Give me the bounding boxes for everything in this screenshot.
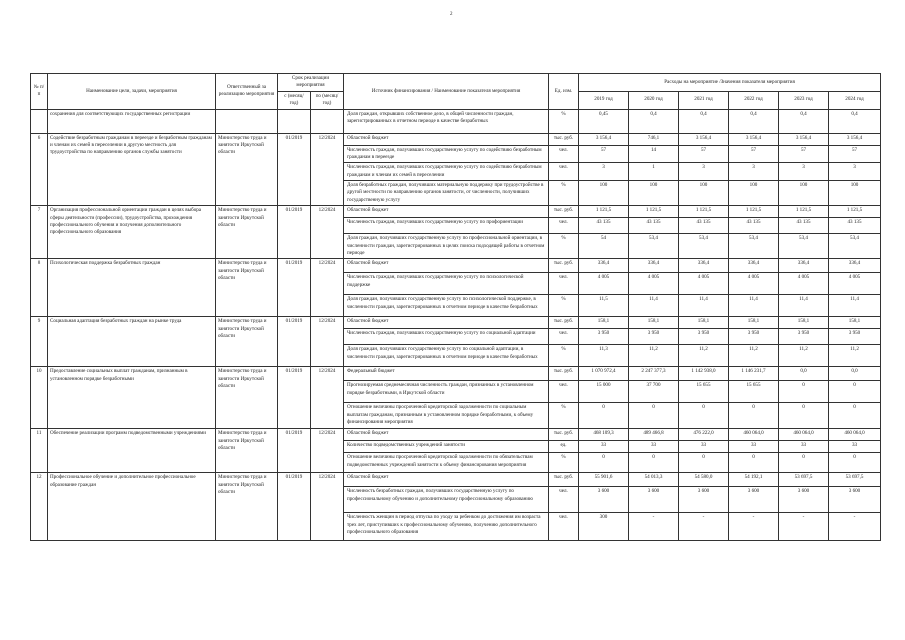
activity-responsible: Министерство труда и занятости Иркутской области (216, 133, 278, 206)
indicator-unit: тыс. руб. (549, 133, 579, 145)
indicator-value: 100 (579, 181, 629, 206)
indicator-value: 0 (729, 453, 779, 473)
header-responsible: Ответственный за реализацию мероприятия (216, 74, 278, 110)
indicator-value: 0,4 (629, 109, 679, 133)
indicator-value: 1 146 231,7 (729, 367, 779, 381)
header-year: 2023 год (779, 91, 829, 109)
indicator-description: Федеральный бюджет (344, 367, 549, 381)
indicator-description: Доля граждан, открывших собственное дело, в общей численности граждан, зарегистрированных в отчетном периоде в качестве безработных (344, 109, 549, 133)
indicator-value: 336,4 (829, 259, 881, 273)
activity-to: 12/2024 (311, 429, 344, 473)
activity-responsible: Министерство труда и занятости Иркутской области (216, 317, 278, 367)
indicator-value: 33 (679, 441, 729, 453)
activity-responsible: Министерство труда и занятости Иркутской области (216, 473, 278, 541)
indicator-value: 11,2 (779, 345, 829, 367)
indicator-value: 460 064,0 (779, 429, 829, 441)
indicator-description: Количество подведомственных учреждений занятости (344, 441, 549, 453)
header-unit: Ед. изм. (549, 74, 579, 110)
indicator-value: 57 (679, 145, 729, 163)
indicator-value: 336,4 (729, 259, 779, 273)
indicator-value: - (629, 513, 679, 541)
indicator-value: 37 700 (629, 381, 679, 403)
indicator-value: 0 (779, 381, 829, 403)
indicator-value: 3 600 (729, 487, 779, 513)
indicator-value: 100 (629, 181, 679, 206)
table-row (31, 367, 881, 381)
indicator-value: 1 070 972,4 (579, 367, 629, 381)
indicator-unit: тыс. руб. (549, 429, 579, 441)
indicator-value: 3 (679, 163, 729, 181)
indicator-value: 158,1 (829, 317, 881, 329)
indicator-unit: тыс. руб. (549, 259, 579, 273)
indicator-value: - (779, 513, 829, 541)
indicator-unit: чел. (549, 163, 579, 181)
indicator-value: 158,1 (679, 317, 729, 329)
indicator-value: 43 135 (679, 218, 729, 234)
indicator-value: 3 156,4 (729, 133, 779, 145)
indicator-value: 57 (779, 145, 829, 163)
activity-name: Организация профессиональной ориентации граждан в целях выбора сферы деятельности (профессии), трудоустройства, прохождения профессионального обучения и получения дополнительного профессионального образования (48, 206, 216, 259)
indicator-value: 53,4 (629, 234, 679, 259)
indicator-value: 11,3 (579, 345, 629, 367)
indicator-unit: % (549, 403, 579, 429)
indicator-value: 15 000 (579, 381, 629, 403)
activity-name: Психологическая поддержка безработных граждан (48, 259, 216, 317)
indicator-value: 460 064,0 (829, 429, 881, 441)
indicator-description: Доля безработных граждан, получивших материальную поддержку при трудоустройстве в другой местности по направлению органов занятости, от численности, получивших государственную услугу (344, 181, 549, 206)
activity-from: 01/2019 (278, 429, 311, 473)
table-row (31, 133, 881, 145)
indicator-value: 11,5 (579, 295, 629, 317)
indicator-value: 336,4 (629, 259, 679, 273)
activity-number: 9 (31, 317, 48, 367)
indicator-description: Численность женщин в период отпуска по уходу за ребенком до достижения им возраста трех лет, приступивших к профессиональному обучению, получению дополнительного профессионального образования (344, 513, 549, 541)
indicator-description: Отношение величины просроченной кредиторской задолженности по социальным выплатам гражданам, признанным в установленном порядке безработными, к объему финансирования мероприятия (344, 403, 549, 429)
indicator-unit: % (549, 234, 579, 259)
indicator-unit: тыс. руб. (549, 367, 579, 381)
indicator-value: 4 005 (679, 273, 729, 295)
activity-name: Обеспечение реализации программ подведомственными учреждениями (48, 429, 216, 473)
indicator-value: 100 (729, 181, 779, 206)
activity-name: сохранения для соответствующих государственных регистрации (48, 109, 216, 133)
indicator-description: Доля граждан, получивших государственную услугу по психологической поддержке, в численности граждан, зарегистрированных в отчетном периоде в качестве безработных (344, 295, 549, 317)
activity-to: 12/2024 (311, 317, 344, 367)
indicator-value: 11,2 (729, 345, 779, 367)
activity-to: 12/2024 (311, 367, 344, 429)
header-name: Наименование цели, задачи, мероприятия (48, 74, 216, 110)
indicator-description: Численность граждан, получивших государственную услугу по социальной адаптации (344, 329, 549, 345)
indicator-value: 3 950 (779, 329, 829, 345)
indicator-unit: тыс. руб. (549, 317, 579, 329)
indicator-value: 0 (829, 453, 881, 473)
activity-from: 01/2019 (278, 259, 311, 317)
indicator-value: 0,45 (579, 109, 629, 133)
indicator-description: Областной бюджет (344, 317, 549, 329)
indicator-description: Численность граждан, получивших государственную услугу по содействию безработным гражданам в переезде (344, 145, 549, 163)
indicator-unit: тыс. руб. (549, 206, 579, 218)
indicator-value: 11,2 (829, 345, 881, 367)
activity-responsible: Министерство труда и занятости Иркутской области (216, 206, 278, 259)
table-row (31, 109, 881, 133)
indicator-unit: чел. (549, 273, 579, 295)
indicator-unit: % (549, 295, 579, 317)
indicator-value: 14 (629, 145, 679, 163)
header-num: № п/п (31, 74, 48, 110)
activity-number: 10 (31, 367, 48, 429)
indicator-unit: чел. (549, 487, 579, 513)
indicator-unit: чел. (549, 329, 579, 345)
indicator-value: 3 156,4 (829, 133, 881, 145)
indicator-value: 43 135 (829, 218, 881, 234)
indicator-unit: % (549, 345, 579, 367)
indicator-description: Доля граждан, получивших государственную услугу по профессиональной ориентации, в численности граждан, зарегистрированных в целях поиска подходящей работы в отчетном периоде (344, 234, 549, 259)
indicator-value: 0,0 (779, 367, 829, 381)
indicator-value: 0,4 (729, 109, 779, 133)
indicator-value: 489 466,8 (629, 429, 679, 441)
header-year: 2021 год (679, 91, 729, 109)
indicator-value: 4 005 (829, 273, 881, 295)
indicator-unit: ед. (549, 441, 579, 453)
indicator-value: 1 121,5 (779, 206, 829, 218)
indicator-value: 3 (579, 163, 629, 181)
activity-number: 12 (31, 473, 48, 541)
indicator-value: 0 (679, 403, 729, 429)
indicator-value: 0 (829, 403, 881, 429)
indicator-value: 33 (579, 441, 629, 453)
indicator-value: 0,4 (679, 109, 729, 133)
activity-to: 12/2024 (311, 133, 344, 206)
indicator-value: 1 121,5 (629, 206, 679, 218)
indicator-unit: % (549, 453, 579, 473)
indicator-value: 3 950 (629, 329, 679, 345)
header-term-from: с (месяц/ год) (278, 91, 311, 109)
indicator-value: 54 (579, 234, 629, 259)
indicator-value: 0 (779, 453, 829, 473)
indicator-value: 15 655 (729, 381, 779, 403)
table-row (31, 429, 881, 441)
indicator-value: 33 (829, 441, 881, 453)
indicator-description: Областной бюджет (344, 259, 549, 273)
indicator-value: 3 156,4 (579, 133, 629, 145)
header-year: 2022 год (729, 91, 779, 109)
indicator-value: 53,4 (729, 234, 779, 259)
indicator-value: 3 600 (779, 487, 829, 513)
indicator-value: 3 156,4 (679, 133, 729, 145)
header-year: 2024 год (829, 91, 881, 109)
indicator-value: 3 950 (679, 329, 729, 345)
indicator-value: 4 005 (729, 273, 779, 295)
indicator-value: - (729, 513, 779, 541)
indicator-value: 0 (629, 403, 679, 429)
activity-to: 12/2024 (311, 473, 344, 541)
indicator-unit: чел. (549, 145, 579, 163)
indicator-description: Областной бюджет (344, 133, 549, 145)
indicator-value: 468 109,3 (579, 429, 629, 441)
program-activities-table (30, 73, 881, 541)
activity-name: Содействие безработным гражданам в переезде и безработным гражданам и членам их семей в переселении в другую местность для трудоустройства по направлению органов службы занятости (48, 133, 216, 206)
indicator-value: 3 950 (829, 329, 881, 345)
indicator-value: 3 600 (679, 487, 729, 513)
activity-number: 8 (31, 259, 48, 317)
activity-responsible (216, 109, 278, 133)
indicator-value: 11,4 (629, 295, 679, 317)
table-body (31, 109, 881, 541)
indicator-value: 11,4 (679, 295, 729, 317)
indicator-value: 53 697,5 (779, 473, 829, 487)
indicator-value: 4 005 (779, 273, 829, 295)
indicator-value: 3 600 (579, 487, 629, 513)
indicator-value: 158,1 (729, 317, 779, 329)
activity-to: 12/2024 (311, 259, 344, 317)
table-row (31, 259, 881, 273)
indicator-value: 57 (729, 145, 779, 163)
indicator-unit: % (549, 109, 579, 133)
table-row (31, 317, 881, 329)
indicator-value: 11,4 (829, 295, 881, 317)
header-year: 2019 год (579, 91, 629, 109)
activity-number: 6 (31, 133, 48, 206)
indicator-value: 476 222,0 (679, 429, 729, 441)
indicator-value: 3 (829, 163, 881, 181)
header-term: Срок реализации мероприятия (278, 74, 344, 92)
indicator-value: 3 600 (629, 487, 679, 513)
indicator-value: 158,1 (579, 317, 629, 329)
indicator-value: 3 600 (829, 487, 881, 513)
indicator-value: 100 (679, 181, 729, 206)
indicator-value: 100 (829, 181, 881, 206)
indicator-unit: тыс. руб. (549, 473, 579, 487)
indicator-description: Доля граждан, получивших государственную услугу по социальной адаптации, в численности граждан, зарегистрированных в отчетном периоде в качестве безработных (344, 345, 549, 367)
indicator-value: 54 192,1 (729, 473, 779, 487)
indicator-value: 300 (579, 513, 629, 541)
table-row (31, 206, 881, 218)
indicator-description: Численность граждан, получивших государственную услугу по содействию безработным гражданам и членам их семей в переселении (344, 163, 549, 181)
indicator-value: 53,4 (679, 234, 729, 259)
indicator-value: 33 (779, 441, 829, 453)
indicator-value: 53,4 (829, 234, 881, 259)
activity-from (278, 109, 311, 133)
indicator-value: 0 (729, 403, 779, 429)
indicator-value: 3 156,4 (779, 133, 829, 145)
indicator-value: 0,4 (829, 109, 881, 133)
indicator-value: 43 135 (629, 218, 679, 234)
indicator-description: Отношение величины просроченной кредиторской задолженности по обязательствам подведомственных учреждений занятости к объему финансирования мероприятия (344, 453, 549, 473)
indicator-value: 0 (779, 403, 829, 429)
indicator-value: 0 (579, 453, 629, 473)
indicator-value: 336,4 (579, 259, 629, 273)
indicator-value: 57 (829, 145, 881, 163)
indicator-value: 3 950 (579, 329, 629, 345)
activity-name: Профессиональное обучение и дополнительное профессиональное образование граждан (48, 473, 216, 541)
indicator-value: 336,4 (679, 259, 729, 273)
indicator-value: 11,2 (629, 345, 679, 367)
indicator-value: 1 121,5 (729, 206, 779, 218)
indicator-value: 4 005 (629, 273, 679, 295)
indicator-value: 43 135 (729, 218, 779, 234)
activity-to: 12/2024 (311, 206, 344, 259)
header-year: 2020 год (629, 91, 679, 109)
indicator-value: 460 064,0 (729, 429, 779, 441)
indicator-value: 11,2 (679, 345, 729, 367)
activity-from: 01/2019 (278, 473, 311, 541)
header-source: Источник финансирования / Наименование показателя мероприятия (344, 74, 549, 110)
activity-name: Социальная адаптация безработных граждан на рынке труда (48, 317, 216, 367)
indicator-value: 0,4 (779, 109, 829, 133)
indicator-value: 43 135 (579, 218, 629, 234)
indicator-description: Областной бюджет (344, 206, 549, 218)
indicator-value: - (679, 513, 729, 541)
indicator-value: 53,4 (779, 234, 829, 259)
indicator-value: 33 (629, 441, 679, 453)
page-number: 2 (450, 12, 453, 17)
indicator-unit: чел. (549, 218, 579, 234)
activity-from: 01/2019 (278, 367, 311, 429)
activity-responsible: Министерство труда и занятости Иркутской области (216, 429, 278, 473)
indicator-value: 54 580,0 (679, 473, 729, 487)
indicator-value: 33 (729, 441, 779, 453)
activity-to (311, 109, 344, 133)
indicator-value: 158,1 (629, 317, 679, 329)
indicator-value: 57 (579, 145, 629, 163)
indicator-value: 1 121,5 (829, 206, 881, 218)
header-term-to: по (месяц/ год) (311, 91, 344, 109)
activity-number (31, 109, 48, 133)
indicator-unit: чел. (549, 381, 579, 403)
indicator-value: 3 950 (729, 329, 779, 345)
indicator-value: 4 005 (579, 273, 629, 295)
indicator-value: 53 697,5 (829, 473, 881, 487)
activity-from: 01/2019 (278, 133, 311, 206)
indicator-description: Численность граждан, получивших государственную услугу по психологической поддержке (344, 273, 549, 295)
activity-responsible: Министерство труда и занятости Иркутской области (216, 259, 278, 317)
indicator-value: 0 (829, 381, 881, 403)
indicator-description: Областной бюджет (344, 429, 549, 441)
indicator-value: 1 121,5 (579, 206, 629, 218)
table-row (31, 473, 881, 487)
indicator-description: Численность граждан, получивших государственную услугу по профориентации (344, 218, 549, 234)
indicator-value: 55 901,6 (579, 473, 629, 487)
indicator-description: Прогнозируемая среднемесячная численность граждан, признанных в установленном порядке безработными, в Иркутской области (344, 381, 549, 403)
activity-number: 11 (31, 429, 48, 473)
indicator-value: 336,4 (779, 259, 829, 273)
indicator-description: Численность безработных граждан, получивших государственную услугу по профессиональному обучению и дополнительному профессиональному образованию (344, 487, 549, 513)
indicator-unit: чел. (549, 513, 579, 541)
indicator-value: 0 (579, 403, 629, 429)
activity-name: Предоставление социальных выплат гражданам, признанным в установленном порядке безработными (48, 367, 216, 429)
indicator-value: 3 (779, 163, 829, 181)
indicator-value: 1 (629, 163, 679, 181)
indicator-unit: % (549, 181, 579, 206)
indicator-value: 2 247 377,3 (629, 367, 679, 381)
indicator-value: 11,4 (729, 295, 779, 317)
activity-from: 01/2019 (278, 206, 311, 259)
indicator-value: - (829, 513, 881, 541)
indicator-value: 746,1 (629, 133, 679, 145)
indicator-value: 0,0 (829, 367, 881, 381)
indicator-description: Областной бюджет (344, 473, 549, 487)
indicator-value: 158,1 (779, 317, 829, 329)
indicator-value: 3 (729, 163, 779, 181)
indicator-value: 43 135 (779, 218, 829, 234)
indicator-value: 1 121,5 (679, 206, 729, 218)
indicator-value: 100 (779, 181, 829, 206)
activity-number: 7 (31, 206, 48, 259)
indicator-value: 54 013,3 (629, 473, 679, 487)
header-expenses: Расходы на мероприятие /Значения показателя мероприятия (579, 74, 881, 92)
indicator-value: 11,4 (779, 295, 829, 317)
indicator-value: 15 655 (679, 381, 729, 403)
indicator-value: 0 (679, 453, 729, 473)
indicator-value: 0 (629, 453, 679, 473)
activity-from: 01/2019 (278, 317, 311, 367)
indicator-value: 1 142 938,0 (679, 367, 729, 381)
activity-responsible: Министерство труда и занятости Иркутской области (216, 367, 278, 429)
